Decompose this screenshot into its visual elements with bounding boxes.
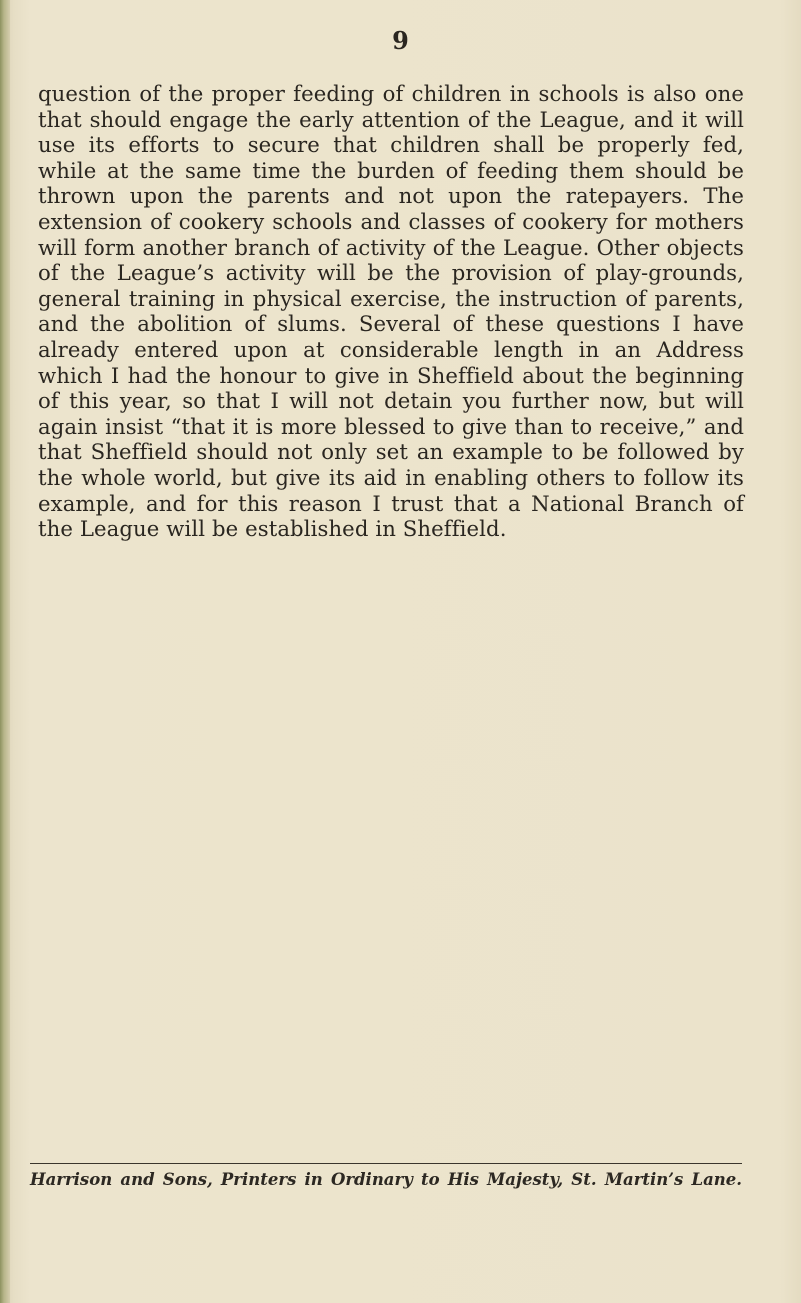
binding-edge — [0, 0, 10, 1303]
page-number: 9 — [392, 26, 409, 55]
body-paragraph: question of the proper feeding of children in schools is also one that should engage the early attention of the League, and it will use its efforts to secure that children shall be properly fed, while at the same time the burden of feeding them should be thrown upon the parents and not upon the ratepayers. The extension of cookery schools and classes of cookery for mothers will form another branch of activity of the League. Other objects of the League’s activity will be the provision of play-grounds, general training in physical exercise, the instruction of parents, and the abolition of slums. Several of these questions I have already entered upon at considerable length in an Address which I had the honour to give in Sheffield about the beginning of this year, so that I will not detain you further now, but will again insist “that it is more blessed to give than to receive,” and that Sheffield should not only set an example to be followed by the whole world, but give its aid in enabling others to follow its example, and for this reason I trust that a National Branch of the League will be established in Sheffield. — [38, 81, 744, 542]
printer-imprint: Harrison and Sons, Printers in Ordinary to His Majesty, St. Martin’s Lane. — [30, 1170, 742, 1189]
footer-rule — [30, 1163, 742, 1164]
